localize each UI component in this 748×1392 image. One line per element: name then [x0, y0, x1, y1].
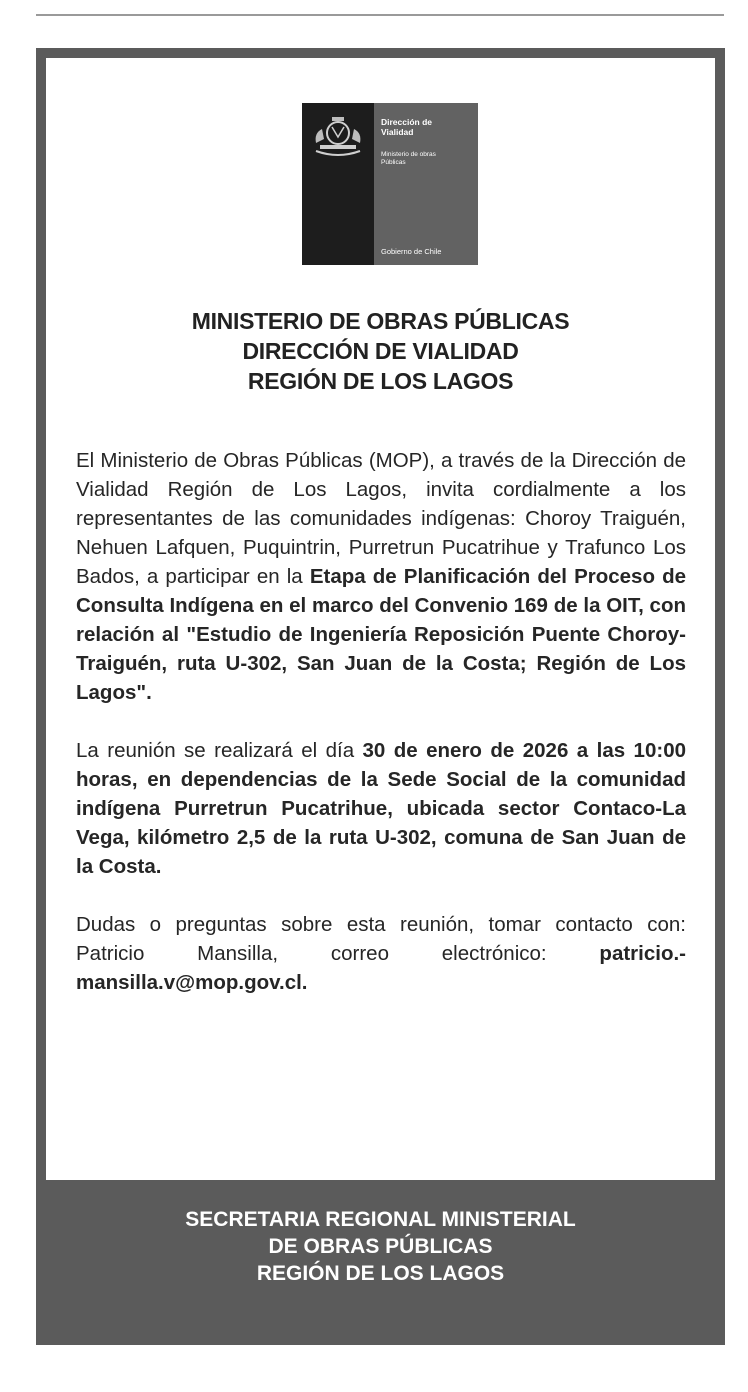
title-line-1: MINISTERIO DE OBRAS PÚBLICAS [191, 308, 570, 334]
meeting-details: 30 de enero de 2026 a las 10:00 horas, en dependencias de la Sede Social de la comunidad indígena Purretrun Pucatrihue, ubicada sector Contaco-La Vega, kilómetro 2,5 de la ruta U-302, comuna de San Juan de la Costa. [76, 739, 686, 878]
title-line-2: DIRECCIÓN DE VIALIDAD [242, 338, 519, 364]
logo-underline [302, 261, 362, 265]
footer-line-2: DE OBRAS PÚBLICAS [268, 1235, 493, 1258]
contact-text: Dudas o preguntas sobre esta reunión, tomar contacto con: Patricio Mansilla, correo electrónico: [76, 913, 686, 965]
footer-line-3: REGIÓN DE LOS LAGOS [256, 1262, 505, 1285]
notice-title [46, 306, 715, 396]
footer-line-1: SECRETARIA REGIONAL MINISTERIAL [185, 1208, 576, 1231]
logo-line-4: Públicas [381, 159, 406, 166]
contact-email: patricio.mansilla.v@mop.gov.cl. [76, 942, 686, 994]
top-divider [36, 14, 724, 16]
invitation-emphasis: Etapa de Planificación del Proceso de Consulta Indígena en el marco del Convenio 169 de la OIT, con relación al "Estudio de Ingeniería Reposición Puente Choroy-Traiguén, ruta U-302, San Juan de la Costa; Región de Los Lagos". [76, 565, 686, 704]
title-line-3: REGIÓN DE LOS LAGOS [247, 368, 514, 394]
logo-agency-name [381, 117, 432, 137]
invitation-text: El Ministerio de Obras Públicas (MOP), a través de la Dirección de Vialidad Región de Los Lagos, invita cordialmente a los representantes de las comunidades indígenas: Choroy Traiguén, Nehuen Lafquen, Puquintrin, Purretrun Pucatrihue y Trafunco Los Bados, a participar en la [76, 449, 686, 588]
meeting-text: La reunión se realizará el día [76, 739, 363, 762]
notice-text [76, 446, 686, 1026]
notice-footer [36, 1206, 725, 1287]
invitation-paragraph [76, 446, 686, 707]
notice-body [46, 58, 715, 1180]
logo-line-3: Ministerio de obras [381, 151, 436, 158]
coat-of-arms-icon [302, 103, 374, 265]
vialidad-logo [302, 103, 478, 265]
logo-line-2: Vialidad [381, 127, 414, 137]
notice-frame [36, 48, 725, 1345]
logo-line-1: Dirección de [381, 117, 433, 127]
meeting-paragraph [76, 736, 686, 881]
logo-text-panel [374, 103, 478, 265]
coat-of-arms-emblem [302, 103, 374, 265]
contact-paragraph [76, 910, 686, 997]
logo-ministry-name [381, 151, 436, 167]
logo-government: Gobierno de Chile [381, 247, 442, 256]
